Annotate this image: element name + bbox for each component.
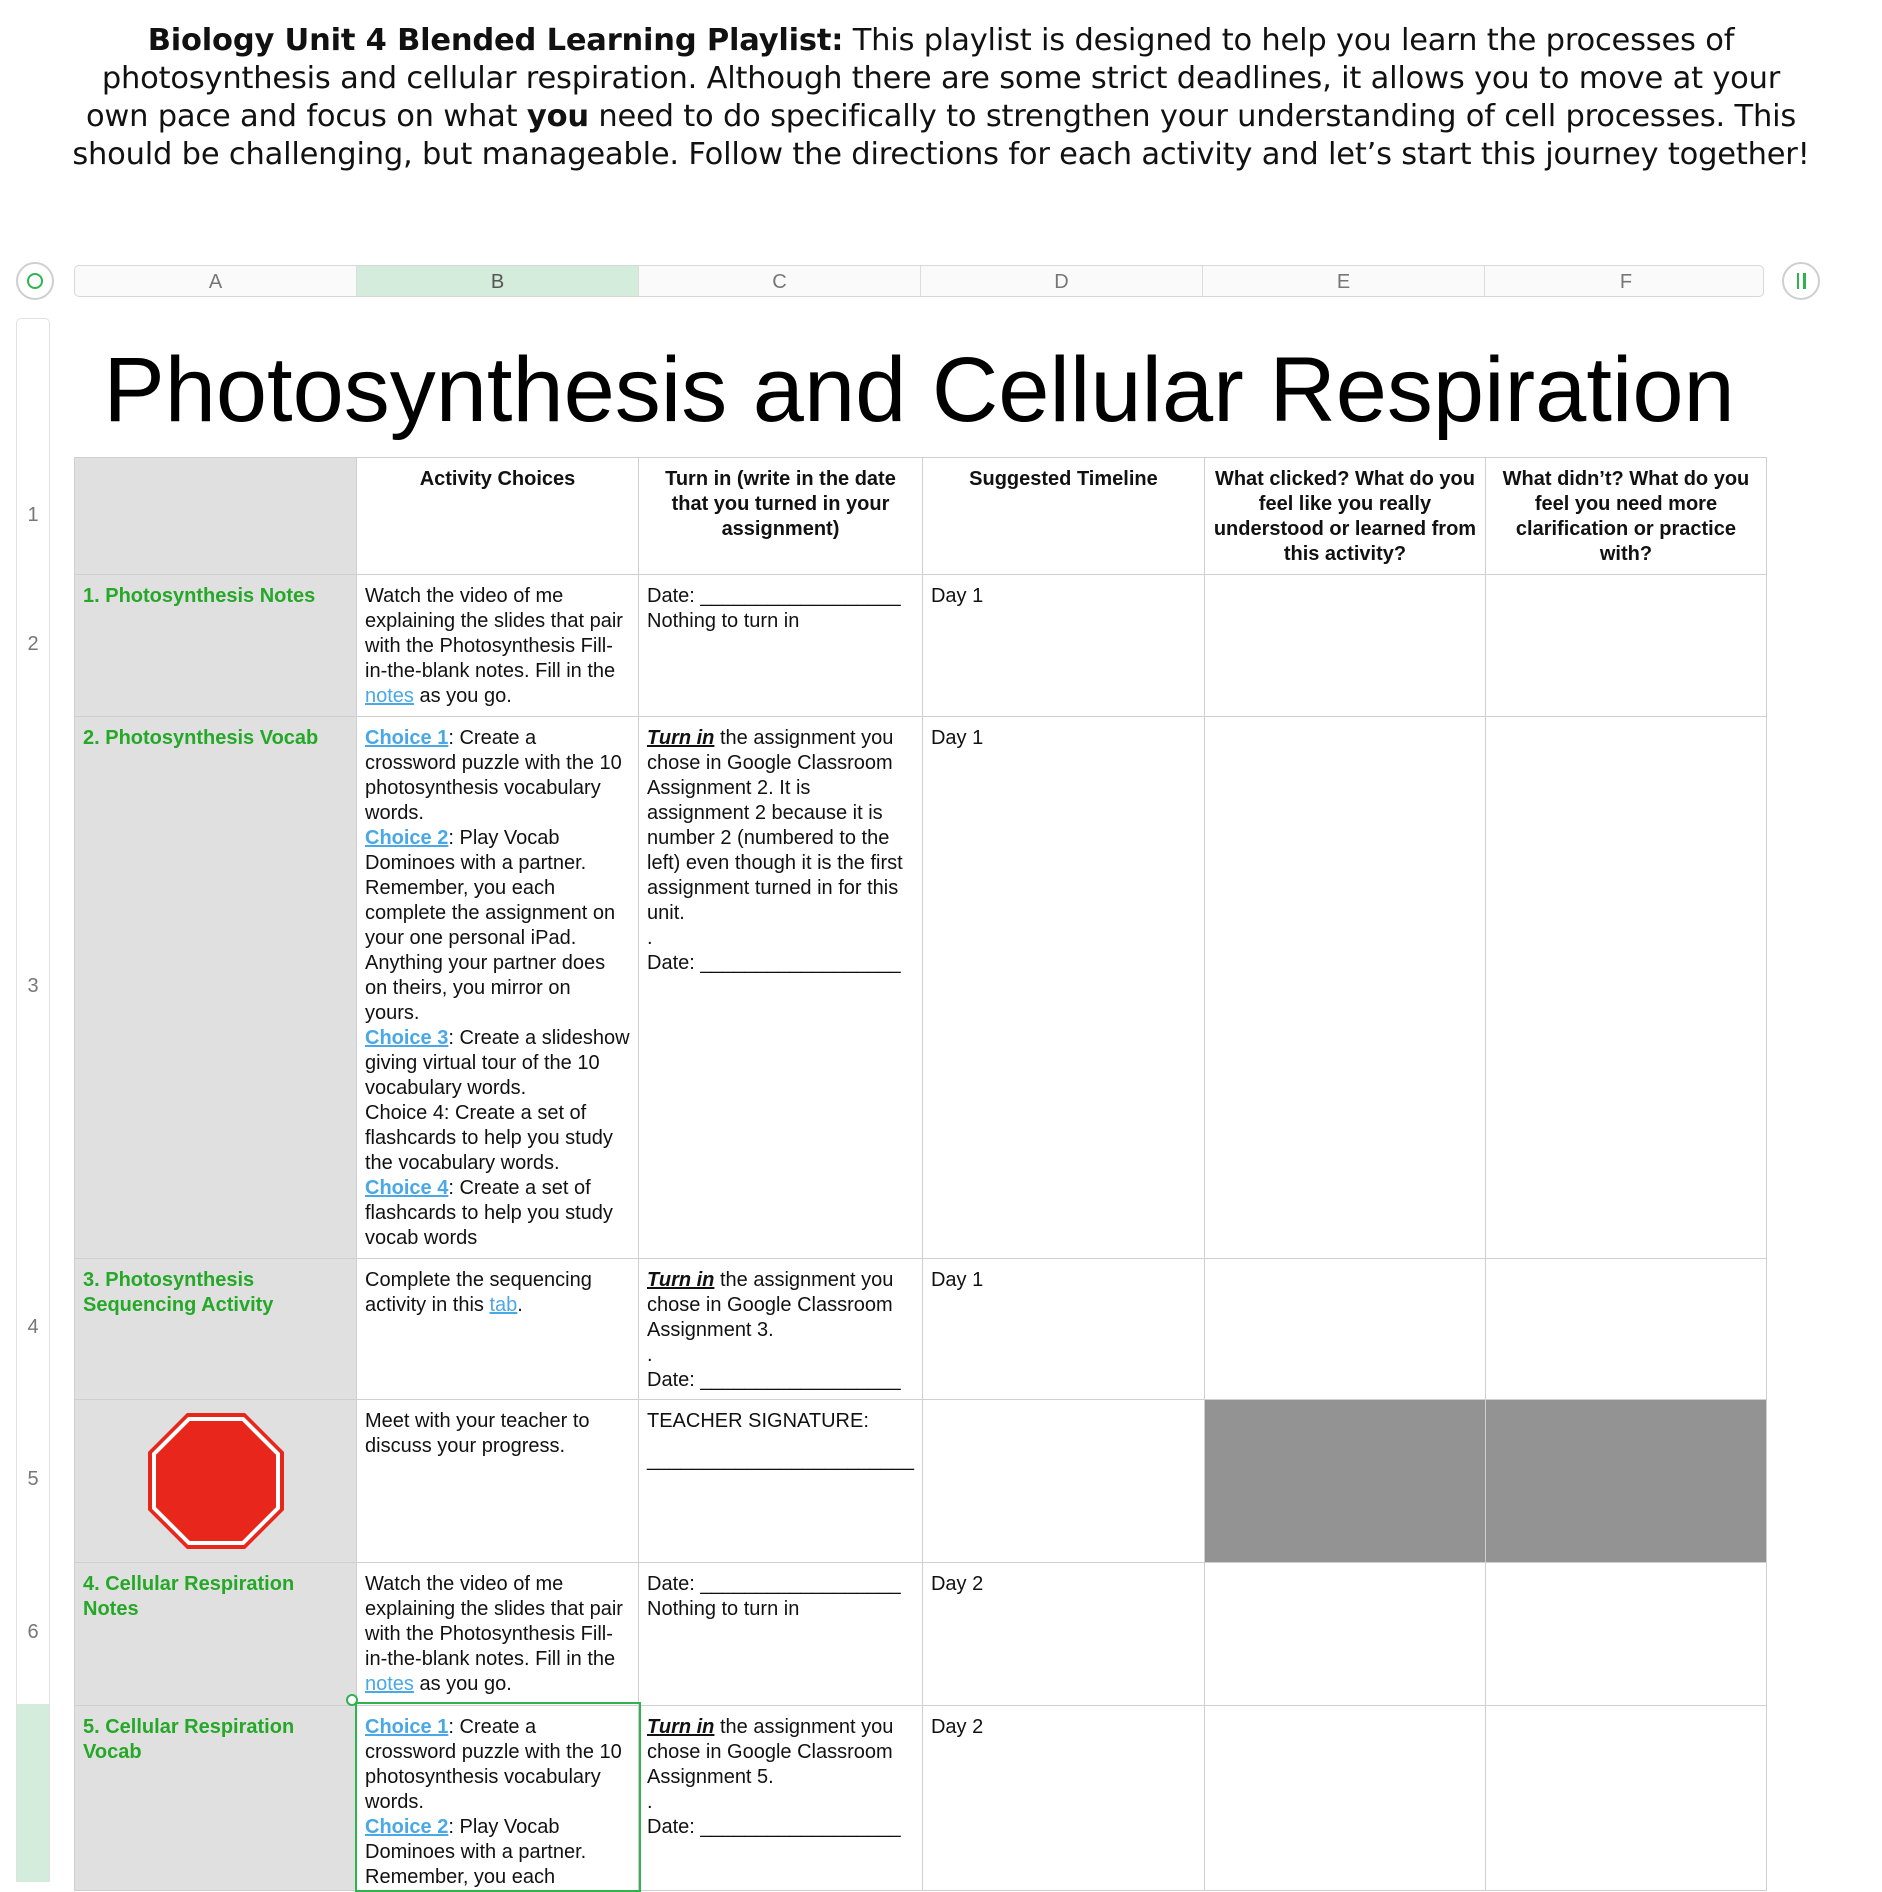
activity-label-3[interactable]: 3. Photosynthesis Sequencing Activity bbox=[75, 1259, 357, 1400]
table-row bbox=[75, 1400, 1767, 1563]
cell-b7-selected[interactable] bbox=[357, 1706, 639, 1891]
table-row bbox=[75, 1563, 1767, 1706]
turn-in-label: Turn in bbox=[647, 1716, 715, 1738]
intro-bold-lead: Biology Unit 4 Blended Learning Playlist: bbox=[147, 23, 844, 58]
activity-label-5[interactable]: 5. Cellular Respiration Vocab bbox=[75, 1706, 357, 1891]
header-turn-in[interactable]: Turn in (write in the date that you turned in your assignment) bbox=[639, 458, 923, 575]
cell-text: Complete the sequencing activity in this bbox=[365, 1269, 592, 1316]
selection-handle[interactable] bbox=[346, 1694, 358, 1706]
timeline-day-2[interactable]: Day 1 bbox=[922, 717, 1204, 1259]
notes-link[interactable]: notes bbox=[365, 685, 414, 707]
cell-text: as you go. bbox=[413, 1673, 512, 1695]
cell-c2[interactable] bbox=[639, 575, 923, 717]
cell-f3[interactable] bbox=[1485, 717, 1766, 1259]
timeline-day-5[interactable]: Day 2 bbox=[922, 1706, 1204, 1891]
choice-1-link[interactable]: Choice 1 bbox=[365, 727, 449, 749]
table-row bbox=[75, 1259, 1767, 1400]
cell-text: : Create a crossword puzzle with the 10 photosynthesis vocabulary words. bbox=[365, 727, 622, 824]
intro-bold-you: you bbox=[526, 99, 589, 134]
date-line: Date: __________________ bbox=[647, 1816, 901, 1838]
stop-sign-icon bbox=[146, 1411, 286, 1551]
cell-text: the assignment you chose in Google Classroom Assignment 3. bbox=[647, 1269, 894, 1341]
cell-e2[interactable] bbox=[1204, 575, 1485, 717]
column-header-a[interactable]: A bbox=[75, 266, 357, 296]
header-what-clicked[interactable]: What clicked? What do you feel like you really understood or learned from this activity? bbox=[1204, 458, 1485, 575]
cell-text: Nothing to turn in bbox=[647, 610, 800, 632]
choice-2-link[interactable]: Choice 2 bbox=[365, 827, 449, 849]
column-header-bar bbox=[74, 265, 1764, 297]
column-header-b[interactable]: B bbox=[357, 266, 639, 296]
cell-b3[interactable] bbox=[357, 717, 639, 1259]
cell-b5[interactable]: Meet with your teacher to discuss your progress. bbox=[357, 1400, 639, 1563]
cell-d5[interactable] bbox=[922, 1400, 1204, 1563]
cell-text: the assignment you chose in Google Classroom Assignment 2. It is assignment 2 because it is number 2 (numbered to the left) even though it is the first assignment turned in for this unit. bbox=[647, 727, 903, 924]
intro-text-b: need to do specifically to strengthen your understanding of cell processes. This should be challenging, but manageable. Follow the directions for each activity and let’s start this journey together! bbox=[72, 99, 1810, 172]
row-header-7[interactable] bbox=[16, 1704, 50, 1882]
playlist-table bbox=[74, 457, 1767, 1891]
column-header-d[interactable]: D bbox=[921, 266, 1203, 296]
cell-c3[interactable] bbox=[639, 717, 923, 1259]
cell-f4[interactable] bbox=[1485, 1259, 1766, 1400]
cell-text: Watch the video of me explaining the slides that pair with the Photosynthesis Fill-in-the-blank notes. Fill in the bbox=[365, 1573, 623, 1670]
choice-2-link[interactable]: Choice 2 bbox=[365, 1816, 449, 1838]
intro-text-a: This playlist is designed to help you learn the processes of photosynthesis and cellular respiration. Although there are some strict deadlines, it allows you to move at your own pace and focus on what bbox=[85, 23, 1781, 134]
cell-f2[interactable] bbox=[1485, 575, 1766, 717]
table-row bbox=[75, 575, 1767, 717]
cell-text: Nothing to turn in bbox=[647, 1598, 800, 1620]
activity-label-1[interactable]: 1. Photosynthesis Notes bbox=[75, 575, 357, 717]
cell-text: the assignment you chose in Google Classroom Assignment 5. bbox=[647, 1716, 894, 1788]
column-header-f[interactable]: F bbox=[1619, 271, 1633, 293]
choice-3-link[interactable]: Choice 3 bbox=[365, 1027, 449, 1049]
header-activity-choices[interactable]: Activity Choices bbox=[357, 458, 639, 575]
signature-line: ________________________ bbox=[647, 1449, 914, 1471]
cell-text: as you go. bbox=[413, 685, 512, 707]
column-header-c[interactable]: C bbox=[639, 266, 921, 296]
cell-e4[interactable] bbox=[1204, 1259, 1485, 1400]
cell-text: : Create a crossword puzzle with the 10 photosynthesis vocabulary words. bbox=[365, 1716, 622, 1813]
row-header-6[interactable]: 6 bbox=[16, 1561, 50, 1704]
row-header-3[interactable]: 3 bbox=[16, 715, 50, 1257]
column-header-e[interactable]: E bbox=[1203, 266, 1485, 296]
timeline-day-3[interactable]: Day 1 bbox=[922, 1259, 1204, 1400]
cell-e5-blocked[interactable] bbox=[1204, 1400, 1485, 1563]
row-header-5[interactable]: 5 bbox=[16, 1398, 50, 1561]
cell-text: : Play Vocab Dominoes with a partner. Remember, you each complete the assignment on your one personal iPad. Anything your partner does on theirs, you mirror on yours. bbox=[365, 827, 616, 1024]
stop-cell[interactable] bbox=[75, 1400, 357, 1563]
cell-b4[interactable] bbox=[357, 1259, 639, 1400]
row-header-1[interactable]: 1 bbox=[16, 457, 50, 574]
cell-e3[interactable] bbox=[1204, 717, 1485, 1259]
freeze-columns-button[interactable] bbox=[1782, 262, 1820, 300]
date-line: Date: __________________ bbox=[647, 1369, 901, 1391]
date-line: Date: __________________ bbox=[647, 585, 901, 607]
cell-text: : Create a slideshow giving virtual tour of the 10 vocabulary words. bbox=[365, 1027, 630, 1099]
table-row bbox=[75, 717, 1767, 1259]
timeline-day-4[interactable]: Day 2 bbox=[922, 1563, 1204, 1706]
cell-b6[interactable] bbox=[357, 1563, 639, 1706]
cell-f5-blocked[interactable] bbox=[1485, 1400, 1766, 1563]
choice-4-link[interactable]: Choice 4 bbox=[365, 1177, 449, 1199]
cell-e7[interactable] bbox=[1204, 1706, 1485, 1891]
cell-text: . bbox=[647, 1791, 653, 1813]
date-line: Date: __________________ bbox=[647, 952, 901, 974]
cell-text: . bbox=[647, 1344, 653, 1366]
select-all-button[interactable] bbox=[16, 262, 54, 300]
cell-text: Choice 4: Create a set of flashcards to help you study the vocabulary words. bbox=[365, 1102, 613, 1174]
header-suggested-timeline[interactable]: Suggested Timeline bbox=[922, 458, 1204, 575]
turn-in-label: Turn in bbox=[647, 1269, 715, 1291]
cell-c6[interactable] bbox=[639, 1563, 923, 1706]
cell-c5[interactable] bbox=[639, 1400, 923, 1563]
choice-1-link[interactable]: Choice 1 bbox=[365, 1716, 449, 1738]
table-row bbox=[75, 1706, 1767, 1891]
circle-icon bbox=[27, 273, 43, 289]
row-header-title[interactable] bbox=[16, 318, 50, 457]
turn-in-label: Turn in bbox=[647, 727, 715, 749]
teacher-signature-label: TEACHER SIGNATURE: bbox=[647, 1410, 869, 1432]
cell-text: . bbox=[647, 927, 653, 949]
tab-link[interactable]: tab bbox=[489, 1294, 518, 1316]
activity-label-4[interactable]: 4. Cellular Respiration Notes bbox=[75, 1563, 357, 1706]
activity-label-2[interactable]: 2. Photosynthesis Vocab bbox=[75, 717, 357, 1259]
cell-e6[interactable] bbox=[1204, 1563, 1485, 1706]
cell-text: : Play Vocab Dominoes with a partner. Remember, you each bbox=[365, 1816, 587, 1888]
cell-a1[interactable] bbox=[75, 458, 357, 575]
cell-b2[interactable] bbox=[357, 575, 639, 717]
cell-text: Watch the video of me explaining the slides that pair with the Photosynthesis Fill-in-the-blank notes. Fill in the bbox=[365, 585, 623, 682]
date-line: Date: __________________ bbox=[647, 1573, 901, 1595]
cell-c4[interactable] bbox=[639, 1259, 923, 1400]
cell-f6[interactable] bbox=[1485, 1563, 1766, 1706]
table-row bbox=[75, 458, 1767, 575]
sheet-title: Photosynthesis and Cellular Respiration bbox=[103, 339, 1735, 441]
pause-bars-icon bbox=[1797, 273, 1806, 289]
row-header-2[interactable]: 2 bbox=[16, 574, 50, 715]
cell-text: : Create a set of flashcards to help you study vocab words bbox=[365, 1177, 613, 1249]
cell-c7[interactable] bbox=[639, 1706, 923, 1891]
cell-f7[interactable] bbox=[1485, 1706, 1766, 1891]
notes-link[interactable]: notes bbox=[365, 1673, 414, 1695]
intro-paragraph bbox=[70, 22, 1812, 174]
row-header-4[interactable]: 4 bbox=[16, 1257, 50, 1398]
cell-text: . bbox=[517, 1294, 523, 1316]
timeline-day-1[interactable]: Day 1 bbox=[922, 575, 1204, 717]
header-what-didnt[interactable]: What didn’t? What do you feel you need more clarification or practice with? bbox=[1485, 458, 1766, 575]
